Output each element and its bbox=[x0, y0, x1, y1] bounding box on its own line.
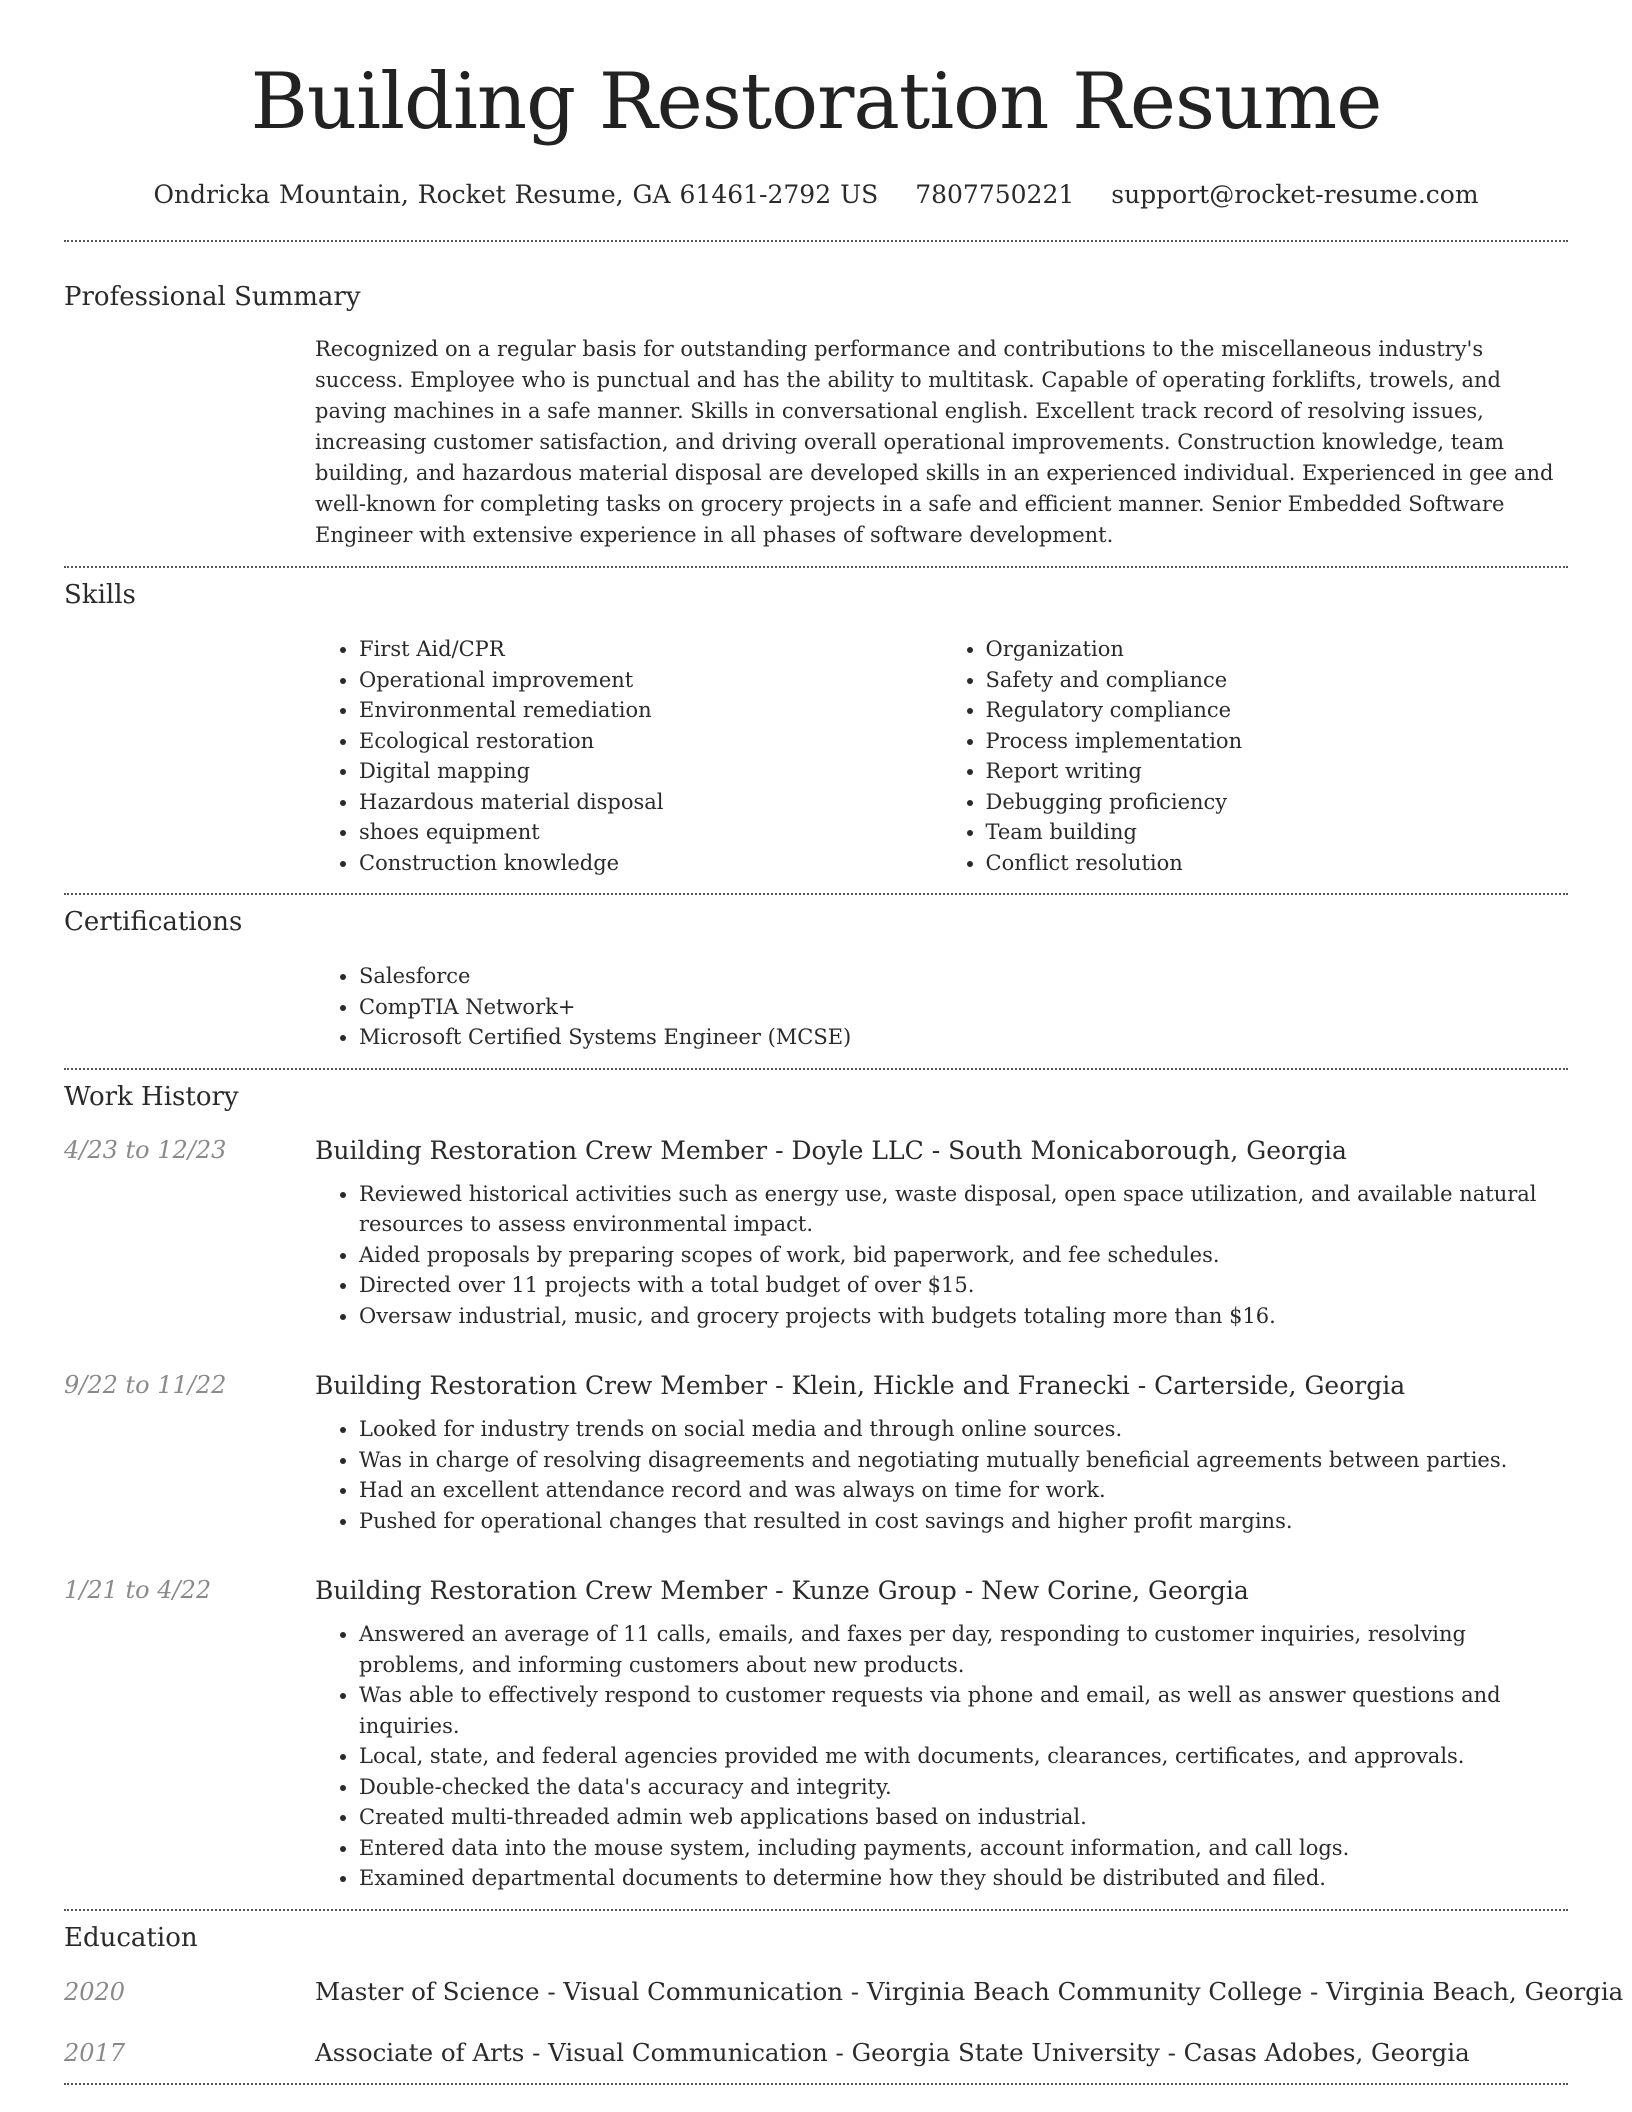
skill-item: • Operational improvement bbox=[359, 665, 942, 696]
job-bullets bbox=[315, 1414, 1568, 1536]
job-dates: 9/22 to 11/22 bbox=[64, 1371, 227, 1399]
job-dates: 4/23 to 12/23 bbox=[64, 1135, 227, 1164]
job-bullet: • Aided proposals by preparing scopes of work, bid paperwork, and fee schedules. bbox=[359, 1240, 1568, 1271]
skill-item: • Process implementation bbox=[986, 726, 1569, 757]
skill-item: • Digital mapping bbox=[359, 756, 942, 787]
job-bullet: • Had an excellent attendance record and was always on time for work. bbox=[359, 1475, 1568, 1506]
education-entry bbox=[64, 2038, 1568, 2067]
job-bullet: • Directed over 11 projects with a total budget of over $15. bbox=[359, 1270, 1568, 1301]
education-entry bbox=[64, 1976, 1624, 2006]
job-bullet: • Oversaw industrial, music, and grocery projects with budgets totaling more than $16. bbox=[359, 1301, 1568, 1332]
skill-item: • Environmental remediation bbox=[359, 695, 942, 726]
job-title: Building Restoration Crew Member - Doyle LLC - South Monicaborough, Georgia bbox=[315, 1135, 1347, 1165]
resume-title: Building Restoration Resume bbox=[250, 57, 1382, 147]
skill-item: • Report writing bbox=[986, 756, 1569, 787]
certifications-section bbox=[64, 895, 1568, 1053]
certification-item: • CompTIA Network+ bbox=[359, 992, 1568, 1023]
job-bullets bbox=[315, 1179, 1568, 1332]
job-bullet: • Looked for industry trends on social media and through online sources. bbox=[359, 1414, 1568, 1445]
skill-item: • Debugging proficiency bbox=[986, 787, 1569, 818]
skill-item: • Construction knowledge bbox=[359, 848, 942, 879]
skills-list-left bbox=[315, 634, 942, 878]
job-entry bbox=[64, 1576, 1568, 1894]
skill-item: • Conflict resolution bbox=[986, 848, 1569, 879]
job-bullet: • Reviewed historical activities such as energy use, waste disposal, open space utilization, and available natural resources to assess environmental impact. bbox=[359, 1179, 1568, 1240]
section-title-summary: Professional Summary bbox=[64, 282, 361, 312]
job-bullet: • Was in charge of resolving disagreements and negotiating mutually beneficial agreements between parties. bbox=[359, 1445, 1568, 1476]
skill-item: • Regulatory compliance bbox=[986, 695, 1569, 726]
job-bullet: • Created multi-threaded admin web applications based on industrial. bbox=[359, 1802, 1568, 1833]
skills-list-right bbox=[942, 634, 1569, 878]
section-title-skills: Skills bbox=[64, 580, 136, 610]
job-title: Building Restoration Crew Member - Klein, Hickle and Franecki - Carterside, Georgia bbox=[315, 1371, 1406, 1400]
work-section bbox=[64, 1070, 1568, 1894]
education-section bbox=[64, 1911, 1624, 2067]
certification-item: • Salesforce bbox=[359, 961, 1568, 992]
education-degree: Master of Science - Visual Communication - Virginia Beach Community College - Virginia Beach, Georgia bbox=[315, 1976, 1624, 2006]
job-header bbox=[64, 1576, 1568, 1605]
contact-line bbox=[64, 180, 1568, 209]
summary-section bbox=[64, 242, 1568, 551]
skills-section bbox=[64, 568, 1568, 878]
job-entry bbox=[64, 1136, 1568, 1332]
education-degree: Associate of Arts - Visual Communication - Georgia State University - Casas Adobes, Georgia bbox=[315, 2037, 1470, 2067]
summary-text: Recognized on a regular basis for outstanding performance and contributions to the miscellaneous industry's success. Employee who is punctual and has the ability to multitask. Capable of operating forklifts, trowels, and paving machines in a safe manner. Skills in conversational english. Excellent track record of resolving issues, increasing customer satisfaction, and driving overall operational improvements. Construction knowledge, team building, and hazardous material disposal are developed skills in an experienced individual. Experienced in gee and well-known for completing tasks on grocery projects in a safe and efficient manner. Senior Embedded Software Engineer with extensive experience in all phases of software development. bbox=[315, 337, 1554, 547]
skill-item: • shoes equipment bbox=[359, 817, 942, 848]
skill-item: • Hazardous material disposal bbox=[359, 787, 942, 818]
contact-email: support@rocket-resume.com bbox=[1111, 180, 1479, 209]
job-bullet: • Double-checked the data's accuracy and integrity. bbox=[359, 1772, 1568, 1803]
section-title-work: Work History bbox=[64, 1081, 239, 1112]
certifications-list bbox=[315, 961, 1568, 1053]
job-bullets bbox=[315, 1619, 1568, 1894]
skill-item: • Team building bbox=[986, 817, 1569, 848]
job-bullet: • Answered an average of 11 calls, emails, and faxes per day, responding to customer inquiries, resolving problems, and informing customers about new products. bbox=[359, 1619, 1568, 1680]
job-dates: 1/21 to 4/22 bbox=[64, 1576, 212, 1604]
contact-phone: 7807750221 bbox=[915, 180, 1075, 209]
certification-item: • Microsoft Certified Systems Engineer (MCSE) bbox=[359, 1022, 1568, 1053]
skill-item: • First Aid/CPR bbox=[359, 634, 942, 665]
education-year: 2020 bbox=[64, 1977, 126, 2006]
skill-item: • Safety and compliance bbox=[986, 665, 1569, 696]
job-entry bbox=[64, 1371, 1568, 1536]
section-title-education: Education bbox=[64, 1922, 198, 1953]
skills-grid bbox=[315, 634, 1568, 878]
job-header bbox=[64, 1371, 1568, 1400]
job-header bbox=[64, 1136, 1568, 1165]
job-bullet: • Pushed for operational changes that resulted in cost savings and higher profit margins. bbox=[359, 1506, 1568, 1537]
divider bbox=[64, 2083, 1568, 2085]
skill-item: • Organization bbox=[986, 634, 1569, 665]
job-title: Building Restoration Crew Member - Kunze Group - New Corine, Georgia bbox=[315, 1576, 1249, 1605]
contact-address: Ondricka Mountain, Rocket Resume, GA 61461-2792 US bbox=[153, 180, 879, 209]
job-bullet: • Was able to effectively respond to customer requests via phone and email, as well as answer questions and inquiries. bbox=[359, 1680, 1568, 1741]
education-year: 2017 bbox=[64, 2038, 126, 2067]
resume-header bbox=[64, 0, 1568, 209]
job-bullet: • Examined departmental documents to determine how they should be distributed and filed. bbox=[359, 1863, 1568, 1894]
skill-item: • Ecological restoration bbox=[359, 726, 942, 757]
job-bullet: • Entered data into the mouse system, including payments, account information, and call logs. bbox=[359, 1833, 1568, 1864]
section-title-certifications: Certifications bbox=[64, 907, 243, 937]
job-bullet: • Local, state, and federal agencies provided me with documents, clearances, certificates, and approvals. bbox=[359, 1741, 1568, 1772]
